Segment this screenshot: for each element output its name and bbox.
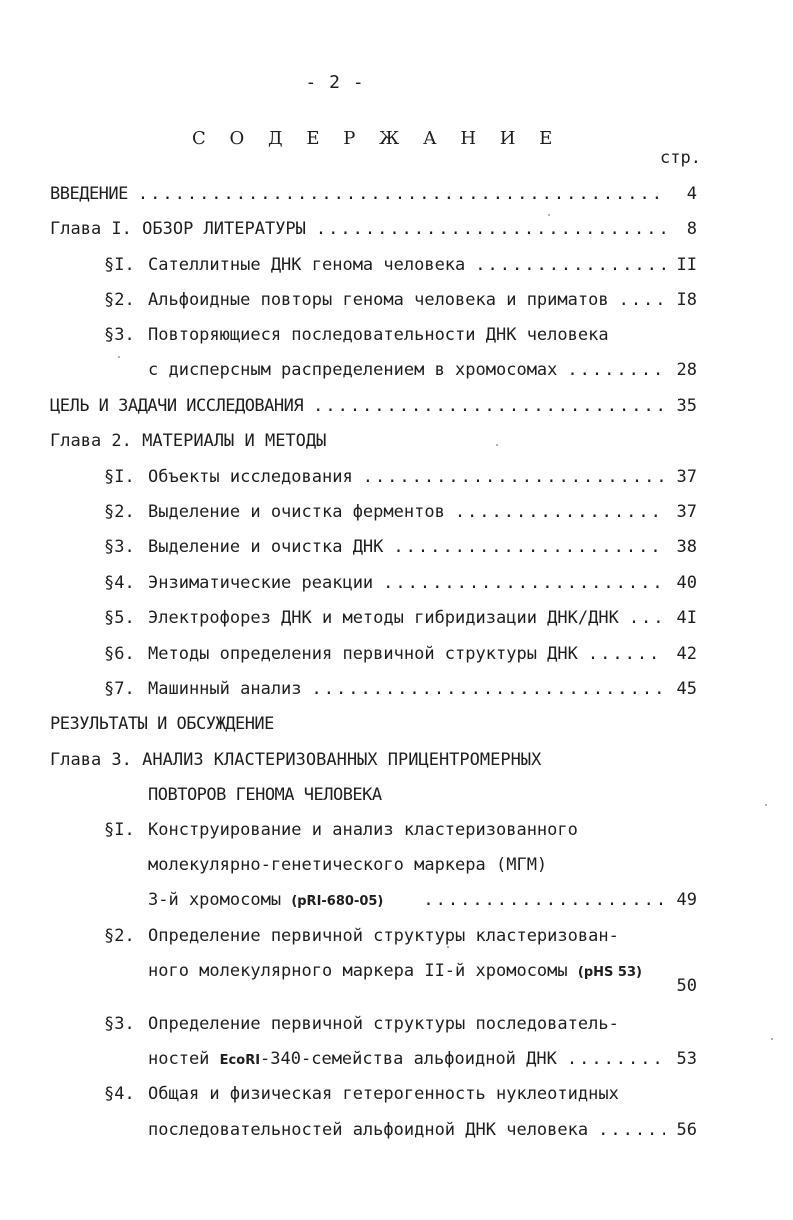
toc-entry-1-2 xyxy=(104,286,697,314)
entry-page: 49 xyxy=(676,890,697,910)
section-number: §4. xyxy=(104,1084,135,1104)
toc-entry-2-1 xyxy=(104,463,697,491)
dot-leader xyxy=(588,640,665,668)
entry-title: ОБЗОР ЛИТЕРАТУРЫ xyxy=(142,219,306,239)
toc-entry-3-3 xyxy=(104,1010,697,1038)
section-number: §2. xyxy=(104,502,135,522)
dot-leader xyxy=(475,251,665,279)
page-column-header: стр. xyxy=(660,148,701,168)
dot-leader xyxy=(363,463,665,491)
toc-entry-3-4-cont xyxy=(148,1116,697,1144)
section-number: §6. xyxy=(104,644,135,664)
entry-title-line-1: Определение первичной структуры последователь- xyxy=(148,1014,619,1034)
section-number: §3. xyxy=(104,537,135,557)
plasmid-code: (pRI-680-05) xyxy=(291,894,384,909)
dot-leader xyxy=(629,604,665,632)
toc-entry-2-3 xyxy=(104,533,697,561)
toc-entry-3-2-cont xyxy=(148,957,697,985)
toc-entry-results xyxy=(50,710,697,738)
section-number: §I. xyxy=(104,820,135,840)
entry-title: Альфоидные повторы генома человека и приматов xyxy=(148,290,609,310)
section-number: §I. xyxy=(104,255,135,275)
toc-entry-1-3 xyxy=(104,321,697,349)
entry-title-line-1: Определение первичной структуры кластеризован- xyxy=(148,926,619,946)
entry-title-line-3: 3-й хромосомы xyxy=(148,890,282,910)
entry-page: 37 xyxy=(676,502,697,522)
dot-leader xyxy=(567,356,665,384)
entry-title-line-1: Повторяющиеся последовательности ДНК человека xyxy=(148,325,609,345)
toc-entry-chapter-3-cont xyxy=(148,781,697,809)
dot-leader xyxy=(619,286,665,314)
entry-title: ВВЕДЕНИЕ xyxy=(50,184,128,204)
entry-page: 40 xyxy=(676,573,697,593)
entry-page: 35 xyxy=(676,396,697,416)
entry-title: Электрофорез ДНК и методы гибридизации ДНК/ДНК xyxy=(148,608,619,628)
dot-leader xyxy=(393,533,665,561)
entry-title: РЕЗУЛЬТАТЫ И ОБСУЖДЕНИЕ xyxy=(50,714,274,734)
scan-speck xyxy=(765,804,767,806)
entry-page: 53 xyxy=(676,1049,697,1069)
entry-title-line-2b: -340-семейства альфоидной ДНК xyxy=(260,1049,557,1069)
dot-leader xyxy=(383,569,665,597)
toc-entry-3-4 xyxy=(104,1080,697,1108)
section-number: §2. xyxy=(104,290,135,310)
scan-speck xyxy=(496,444,498,446)
entry-page: 4 xyxy=(686,184,697,204)
entry-page: 38 xyxy=(676,537,697,557)
entry-page: 45 xyxy=(676,679,697,699)
entry-page: 50 xyxy=(676,976,697,996)
toc-entry-3-2 xyxy=(104,922,697,950)
chapter-number: Глава 2. xyxy=(50,431,132,451)
entry-title: ЦЕЛЬ И ЗАДАЧИ ИССЛЕДОВАНИЯ xyxy=(50,396,304,416)
section-number: §3. xyxy=(104,1014,135,1034)
entry-page: 56 xyxy=(676,1120,697,1140)
toc-entry-2-7 xyxy=(104,675,697,703)
dot-leader xyxy=(598,1116,665,1144)
toc-entry-chapter-2 xyxy=(50,427,697,455)
entry-title-line-2a: ностей xyxy=(148,1049,210,1069)
entry-page: 42 xyxy=(676,644,697,664)
entry-title-line-1: Конструирование и анализ кластеризованного xyxy=(148,820,578,840)
plasmid-code: (pHS 53) xyxy=(577,965,642,980)
entry-title: Объекты исследования xyxy=(148,467,353,487)
toc-entry-3-1 xyxy=(104,816,697,844)
dot-leader xyxy=(312,675,665,703)
enzyme-code: EcoRI xyxy=(219,1053,261,1068)
entry-page: II xyxy=(676,255,697,275)
entry-title: МАТЕРИАЛЫ И МЕТОДЫ xyxy=(142,431,327,451)
entry-page: 8 xyxy=(686,219,697,239)
scan-speck xyxy=(771,1038,773,1040)
entry-page: 37 xyxy=(676,467,697,487)
section-number: §5. xyxy=(104,608,135,628)
entry-title-line-2: молекулярно-генетического маркера (МГМ) xyxy=(148,855,548,875)
entry-title: Выделение и очистка ДНК xyxy=(148,537,384,557)
entry-title: Сателлитные ДНК генома человека xyxy=(148,255,466,275)
toc-entry-1-3-cont xyxy=(148,356,697,384)
toc-entry-3-1-cont-2 xyxy=(148,886,697,914)
dot-leader xyxy=(316,215,665,243)
entry-title-line-2: с дисперсным распределением в хромосомах xyxy=(148,360,558,380)
scan-speck xyxy=(118,356,120,358)
entry-title-line-2: ПОВТОРОВ ГЕНОМА ЧЕЛОВЕКА xyxy=(148,785,382,805)
entry-title-line-2: ного молекулярного маркера II-й хромосомы xyxy=(148,961,568,981)
chapter-number: Глава 3. xyxy=(50,750,132,770)
toc-entry-aims xyxy=(50,392,697,420)
toc-entry-3-3-cont xyxy=(148,1045,697,1073)
scan-speck xyxy=(548,214,550,216)
section-number: §7. xyxy=(104,679,135,699)
dot-leader xyxy=(455,498,665,526)
dot-leader xyxy=(567,1045,665,1073)
page-number: - 2 - xyxy=(305,72,365,93)
entry-title: Методы определения первичной структуры ДНК xyxy=(148,644,578,664)
entry-title-line-1: АНАЛИЗ КЛАСТЕРИЗОВАННЫХ ПРИЦЕНТРОМЕРНЫХ xyxy=(142,750,542,770)
toc-title: С О Д Е Р Ж А Н И Е xyxy=(192,128,562,149)
toc-entry-2-4 xyxy=(104,569,697,597)
toc-entry-2-2 xyxy=(104,498,697,526)
entry-title-line-2: последовательностей альфоидной ДНК человека xyxy=(148,1120,589,1140)
entry-title-line-1: Общая и физическая гетерогенность нуклеотидных xyxy=(148,1084,619,1104)
toc-entry-chapter-1 xyxy=(50,215,697,243)
toc-entry-2-6 xyxy=(104,640,697,668)
entry-page: I8 xyxy=(676,290,697,310)
toc-entry-3-1-cont-1 xyxy=(148,851,697,879)
scan-speck xyxy=(447,946,449,948)
dot-leader xyxy=(138,180,665,208)
toc-entry-1-1 xyxy=(104,251,697,279)
entry-page: 4I xyxy=(676,608,697,628)
entry-title: Энзиматические реакции xyxy=(148,573,374,593)
toc-entry-chapter-3 xyxy=(50,746,697,774)
entry-title: Машинный анализ xyxy=(148,679,302,699)
section-number: §4. xyxy=(104,573,135,593)
toc-entry-introduction xyxy=(50,180,697,208)
entry-title: Выделение и очистка ферментов xyxy=(148,502,445,522)
section-number: §I. xyxy=(104,467,135,487)
section-number: §2. xyxy=(104,926,135,946)
chapter-number: Глава I. xyxy=(50,219,132,239)
toc-entry-2-5 xyxy=(104,604,697,632)
section-number: §3. xyxy=(104,325,135,345)
dot-leader xyxy=(423,886,665,914)
entry-page: 28 xyxy=(676,360,697,380)
dot-leader xyxy=(313,392,665,420)
